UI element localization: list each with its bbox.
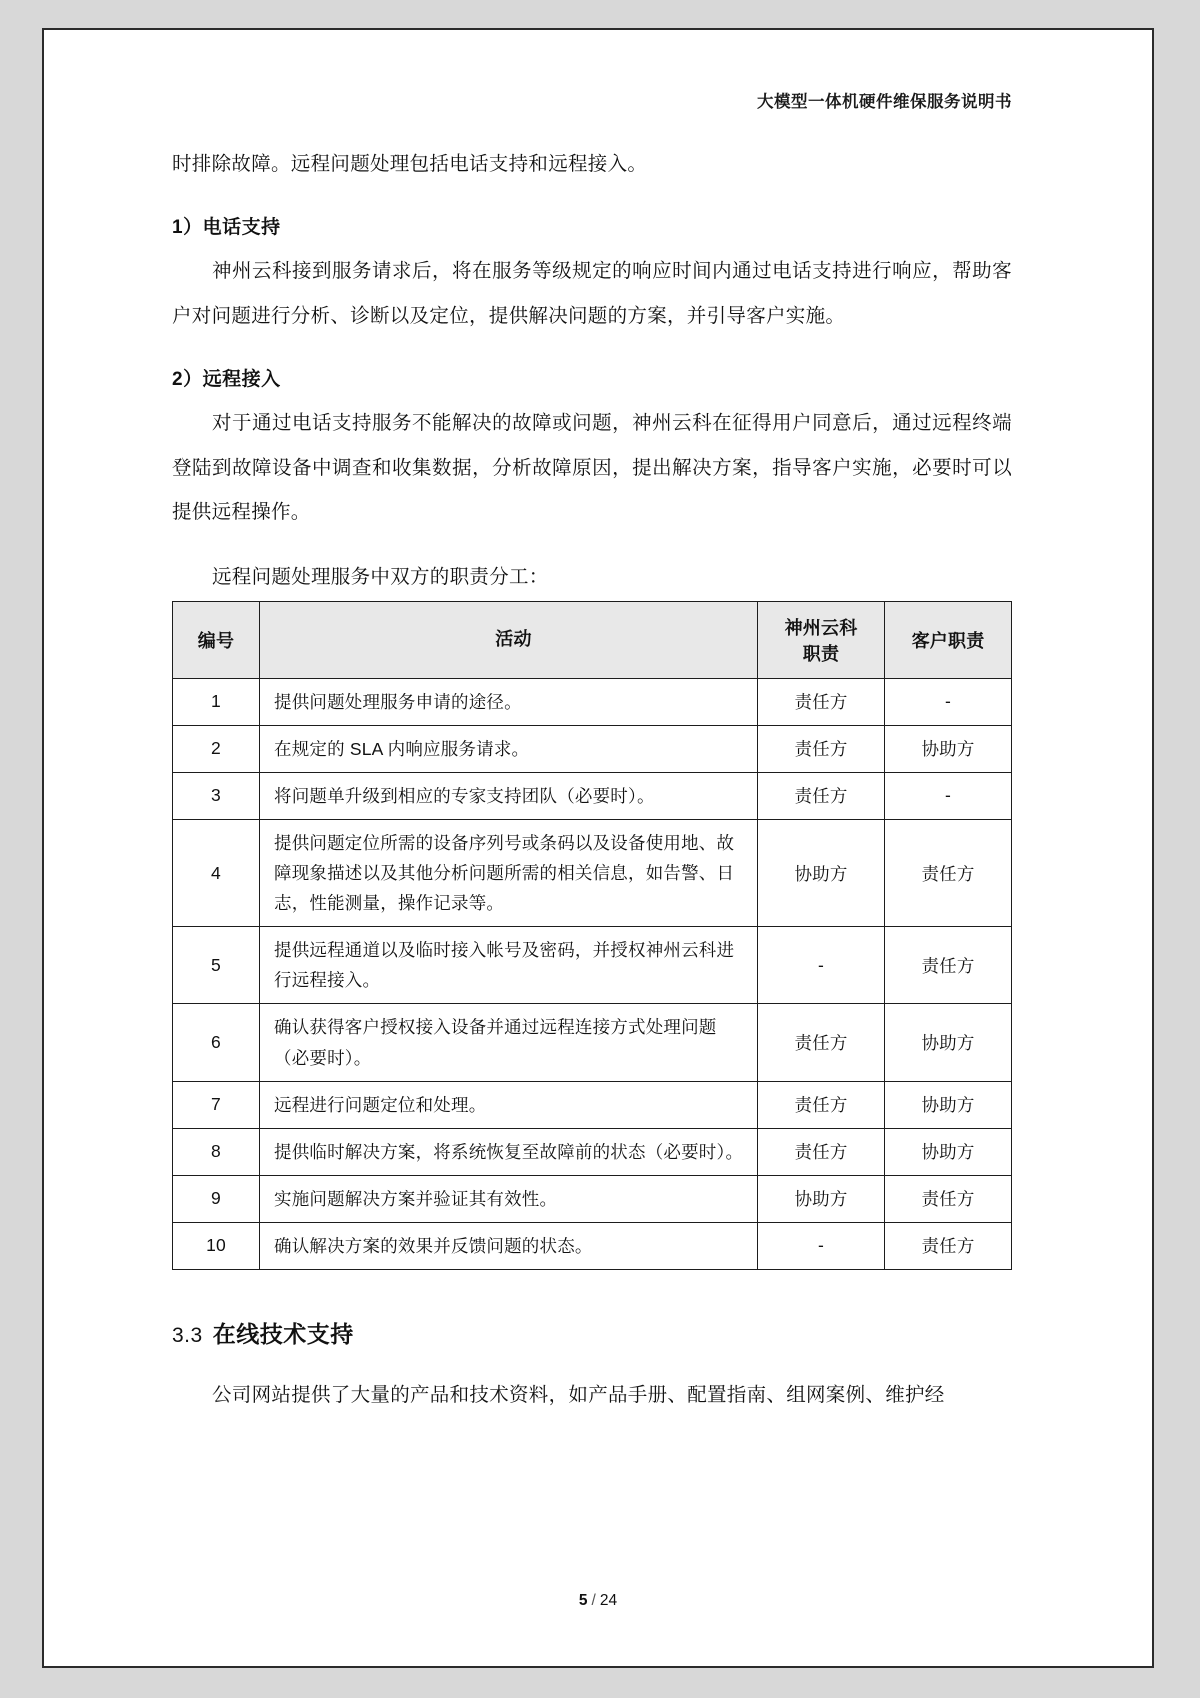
responsibility-table <box>172 601 1012 1270</box>
cell-no: 1 <box>173 678 260 725</box>
cell-no: 8 <box>173 1128 260 1175</box>
footer-total-pages: 24 <box>599 1592 618 1609</box>
list-heading-remote-access: 2）远程接入 <box>172 369 281 391</box>
cell-activity: 远程进行问题定位和处理。 <box>260 1081 758 1128</box>
table-body <box>173 678 1012 1269</box>
paragraph-phone-support: 神州云科接到服务请求后，将在服务等级规定的响应时间内通过电话支持进行响应，帮助客户对问题进行分析、诊断以及定位，提供解决问题的方案，并引导客户实施。 <box>172 260 1012 327</box>
table-row <box>173 1004 1012 1081</box>
section-title: 在线技术支持 <box>212 1321 354 1348</box>
footer-separator: / <box>591 1592 596 1609</box>
cell-activity: 确认解决方案的效果并反馈问题的状态。 <box>260 1222 758 1269</box>
cell-activity: 确认获得客户授权接入设备并通过远程连接方式处理问题（必要时）。 <box>260 1004 758 1081</box>
document-page <box>42 28 1154 1668</box>
cell-provider-duty: 责任方 <box>758 725 885 772</box>
cell-provider-duty: 责任方 <box>758 678 885 725</box>
cell-activity: 提供问题定位所需的设备序列号或条码以及设备使用地、故障现象描述以及其他分析问题所需的相关信息，如告警、日志，性能测量，操作记录等。 <box>260 820 758 927</box>
cell-activity: 将问题单升级到相应的专家支持团队（必要时）。 <box>260 772 758 819</box>
cell-customer-duty: - <box>885 772 1012 819</box>
cell-customer-duty: 协助方 <box>885 1128 1012 1175</box>
cell-no: 2 <box>173 725 260 772</box>
document-header-title: 大模型一体机硬件维保服务说明书 <box>757 93 1012 111</box>
section-heading <box>172 1316 1012 1349</box>
lead-paragraph: 时排除故障。远程问题处理包括电话支持和远程接入。 <box>172 153 648 175</box>
cell-customer-duty: 协助方 <box>885 725 1012 772</box>
table-row <box>173 678 1012 725</box>
cell-provider-duty: 责任方 <box>758 1004 885 1081</box>
cell-customer-duty: 协助方 <box>885 1081 1012 1128</box>
cell-customer-duty: - <box>885 678 1012 725</box>
table-row <box>173 1081 1012 1128</box>
cell-no: 10 <box>173 1222 260 1269</box>
cell-customer-duty: 责任方 <box>885 1175 1012 1222</box>
cell-activity: 提供远程通道以及临时接入帐号及密码，并授权神州云科进行远程接入。 <box>260 927 758 1004</box>
cell-no: 4 <box>173 820 260 927</box>
table-row <box>173 927 1012 1004</box>
table-header-provider-duty-line1: 神州云科 <box>784 617 858 638</box>
paragraph-online-support: 公司网站提供了大量的产品和技术资料，如产品手册、配置指南、组网案例、维护经 <box>212 1384 945 1407</box>
table-header-customer-duty: 客户职责 <box>885 601 1012 678</box>
paragraph-remote-access: 对于通过电话支持服务不能解决的故障或问题，神州云科在征得用户同意后，通过远程终端登陆到故障设备中调查和收集数据，分析故障原因，提出解决方案，指导客户实施，必要时可以提供远程操作。 <box>172 412 1012 524</box>
cell-customer-duty: 责任方 <box>885 927 1012 1004</box>
cell-activity: 在规定的 SLA 内响应服务请求。 <box>260 725 758 772</box>
table-row <box>173 772 1012 819</box>
cell-customer-duty: 协助方 <box>885 1004 1012 1081</box>
cell-provider-duty: 协助方 <box>758 820 885 927</box>
table-header <box>173 601 1012 678</box>
table-row <box>173 820 1012 927</box>
table-header-no: 编号 <box>173 601 260 678</box>
cell-customer-duty: 责任方 <box>885 1222 1012 1269</box>
cell-provider-duty: - <box>758 1222 885 1269</box>
table-row <box>173 1128 1012 1175</box>
cell-no: 3 <box>173 772 260 819</box>
cell-provider-duty: 责任方 <box>758 1081 885 1128</box>
cell-provider-duty: 责任方 <box>758 1128 885 1175</box>
table-caption: 远程问题处理服务中双方的职责分工： <box>212 565 549 588</box>
cell-no: 9 <box>173 1175 260 1222</box>
cell-provider-duty: 协助方 <box>758 1175 885 1222</box>
table-header-row <box>173 601 1012 678</box>
cell-provider-duty: - <box>758 927 885 1004</box>
cell-no: 7 <box>173 1081 260 1128</box>
table-header-activity: 活动 <box>260 601 758 678</box>
cell-activity: 提供问题处理服务申请的途径。 <box>260 678 758 725</box>
cell-no: 6 <box>173 1004 260 1081</box>
page-footer <box>44 1592 1152 1610</box>
cell-no: 5 <box>173 927 260 1004</box>
list-heading-phone-support: 1）电话支持 <box>172 217 281 239</box>
footer-current-page: 5 <box>578 1592 588 1609</box>
table-row <box>173 1175 1012 1222</box>
cell-provider-duty: 责任方 <box>758 772 885 819</box>
cell-activity: 提供临时解决方案，将系统恢复至故障前的状态（必要时）。 <box>260 1128 758 1175</box>
section-number: 3.3 <box>172 1324 203 1348</box>
cell-customer-duty: 责任方 <box>885 820 1012 927</box>
table-row <box>173 1222 1012 1269</box>
table-row <box>173 725 1012 772</box>
page-content <box>172 88 1012 1417</box>
table-header-provider-duty-line2: 职责 <box>802 643 840 664</box>
cell-activity: 实施问题解决方案并验证其有效性。 <box>260 1175 758 1222</box>
table-header-provider-duty <box>758 601 885 678</box>
